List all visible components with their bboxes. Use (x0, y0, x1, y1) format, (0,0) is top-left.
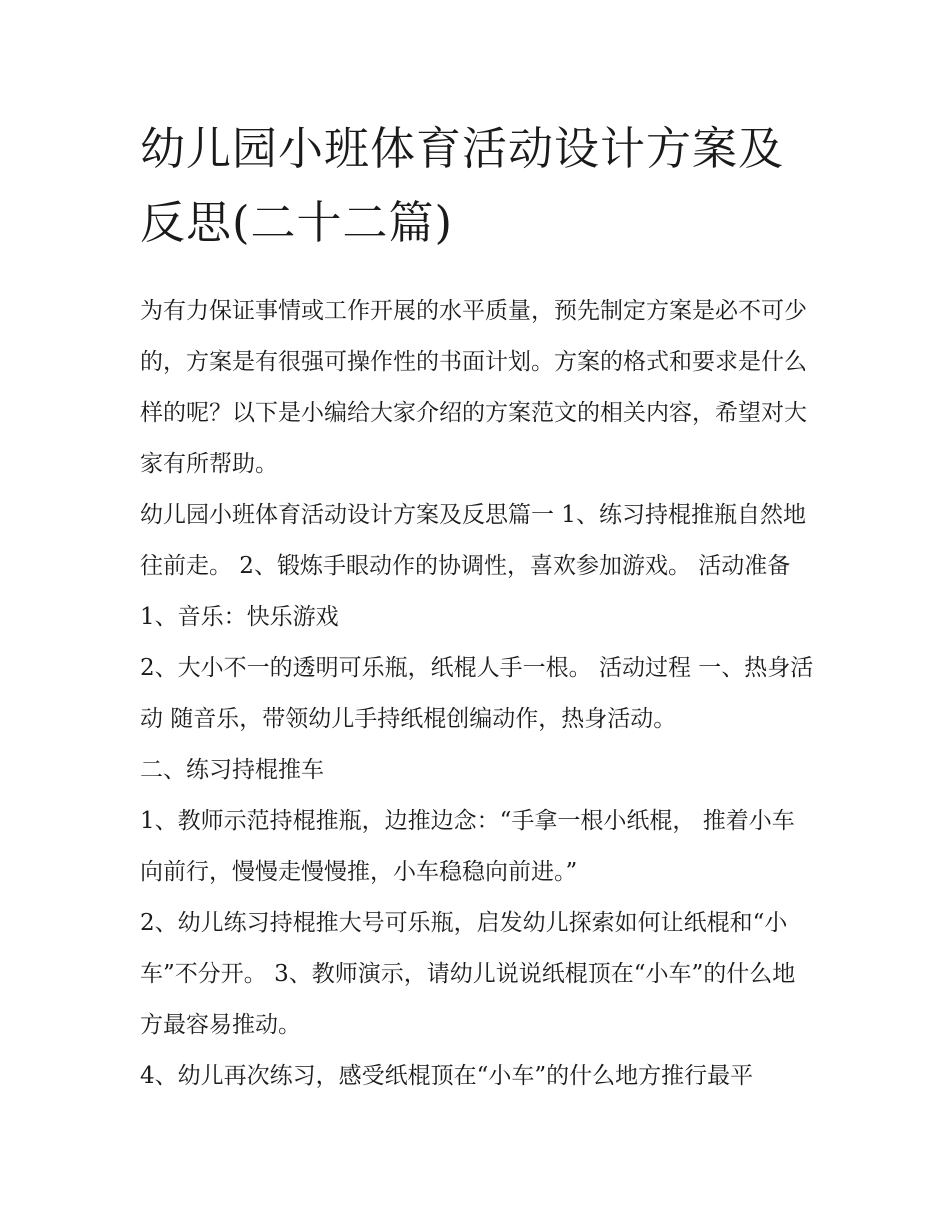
paragraph-step-1: 1、教师示范持棍推瓶，边推边念：“手拿一根小纸棍， 推着小车向前行，慢慢走慢慢推，小车稳稳向前进。” (140, 808, 795, 885)
paragraph-section-heading: 二、练习持棍推车 (140, 757, 324, 783)
document-page (140, 112, 815, 1102)
paragraph-step-4: 4、幼儿再次练习，感受纸棍顶在“小车”的什么地方推行最平 (140, 1063, 754, 1089)
paragraph-materials: 2、大小不一的透明可乐瓶，纸棍人手一根。 活动过程 一、热身活动 随音乐，带领幼儿手持纸棍创编动作，热身活动。 (140, 655, 814, 732)
paragraph-goals: 幼儿园小班体育活动设计方案及反思篇一 1、练习持棍推瓶自然地往前走。 2、锻炼手眼动作的协调性，喜欢参加游戏。 活动准备 1、音乐：快乐游戏 (140, 502, 806, 630)
paragraph-step-2-3: 2、幼儿练习持棍推大号可乐瓶，启发幼儿探索如何让纸棍和“小车”不分开。 3、教师演示，请幼儿说说纸棍顶在“小车”的什么地方最容易推动。 (140, 910, 796, 1038)
document-title: 幼儿园小班体育活动设计方案及反思(二十二篇) (140, 122, 785, 249)
paragraph-intro: 为有力保证事情或工作开展的水平质量，预先制定方案是必不可少的，方案是有很强可操作性的书面计划。方案的格式和要求是什么样的呢？以下是小编给大家介绍的方案范文的相关内容，希望对大家有所帮助。 (140, 298, 807, 477)
